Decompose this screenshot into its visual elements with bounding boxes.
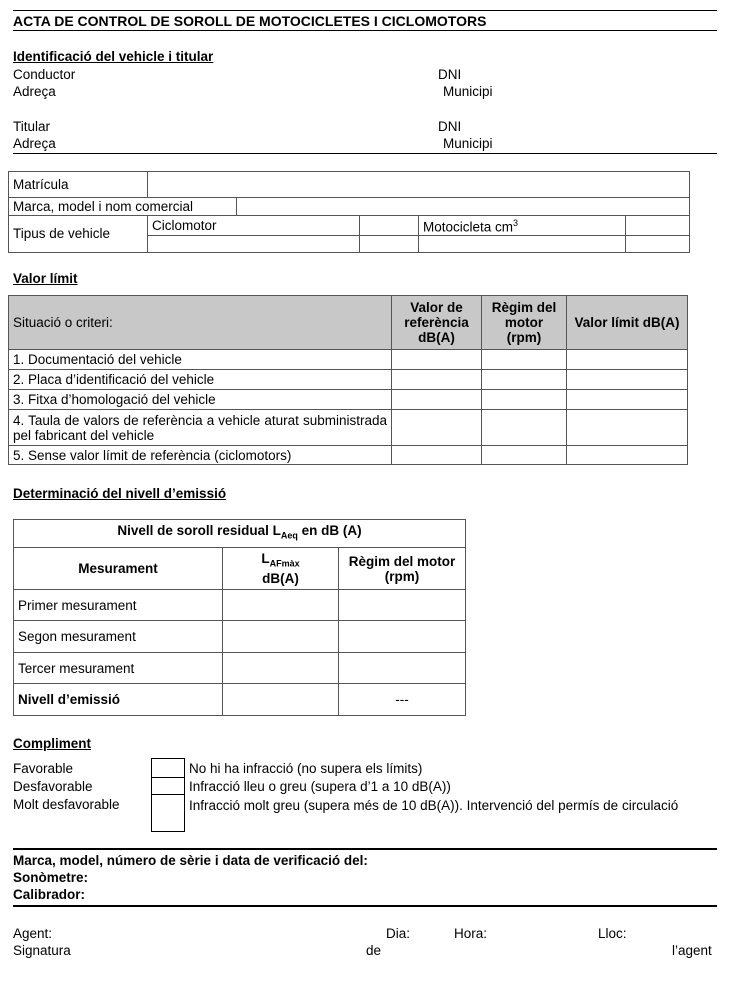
verificacio-top-rule	[13, 848, 717, 850]
criteri-row-2: 2. Placa d’identificació del vehicle	[9, 370, 392, 390]
emissio-table	[13, 519, 466, 716]
col-regim-motor: Règim del motor (rpm)	[482, 296, 567, 350]
sonometre-label: Sonòmetre:	[13, 870, 89, 885]
criteri-cell[interactable]	[392, 446, 482, 465]
titular-label: Titular	[13, 119, 51, 134]
criteri-cell[interactable]	[392, 350, 482, 370]
criteri-cell[interactable]	[392, 390, 482, 410]
title-top-rule	[13, 10, 717, 11]
identification-rule	[13, 153, 717, 154]
matricula-field[interactable]	[148, 172, 690, 198]
criteri-cell[interactable]	[482, 390, 567, 410]
valor-limit-heading: Valor límit	[13, 271, 78, 286]
signatura-label: Signatura	[13, 943, 71, 958]
conductor-label: Conductor	[13, 67, 76, 82]
marca-label: Marca, model i nom comercial	[9, 198, 237, 216]
col-regim-motor-2: Règim del motor (rpm)	[339, 548, 466, 590]
municipi-label-2: Municipi	[443, 136, 493, 151]
calibrador-label: Calibrador:	[13, 887, 86, 902]
vehicle-table	[8, 171, 690, 253]
mesurament-row-1: Primer mesurament	[14, 590, 223, 621]
motocicleta-check[interactable]	[626, 216, 690, 236]
criteri-row-5: 5. Sense valor límit de referència (ciclomotors)	[9, 446, 392, 465]
mesurament-cell[interactable]	[339, 653, 466, 684]
ciclomotor-check[interactable]	[360, 216, 419, 236]
criteri-row-1: 1. Documentació del vehicle	[9, 350, 392, 370]
criteri-cell[interactable]	[567, 390, 688, 410]
mesurament-cell[interactable]	[223, 653, 339, 684]
agent-label: Agent:	[13, 926, 53, 941]
title-bottom-rule	[13, 30, 717, 31]
mesurament-cell[interactable]	[223, 621, 339, 653]
mesurament-cell[interactable]	[339, 590, 466, 621]
compliment-heading: Compliment	[13, 736, 92, 751]
emissio-heading: Determinació del nivell d’emissió	[13, 486, 227, 501]
motocicleta-label: Motocicleta $cm^3$	[419, 216, 626, 236]
dia-label: Dia:	[386, 926, 411, 941]
nivell-emissio-label: Nivell d’emissió	[14, 684, 223, 716]
criteri-cell[interactable]	[392, 370, 482, 390]
criteri-cell[interactable]	[482, 410, 567, 446]
de-label: de	[366, 943, 382, 958]
col-mesurament: Mesurament	[14, 548, 223, 590]
criteri-cell[interactable]	[482, 370, 567, 390]
lagent-label: l’agent	[672, 943, 712, 958]
adreca-label-2: Adreça	[13, 136, 56, 151]
municipi-label-1: Municipi	[443, 84, 493, 99]
mesurament-cell[interactable]	[339, 621, 466, 653]
desfavorable-checkbox[interactable]	[151, 776, 185, 795]
col-valor-limit: Valor límit dB(A)	[567, 296, 688, 350]
identification-heading: Identificació del vehicle i titular	[13, 49, 214, 64]
nivell-emissio-cell[interactable]	[223, 684, 339, 716]
ciclomotor-field[interactable]	[148, 235, 360, 252]
verificacio-label: Marca, model, número de sèrie i data de verificació del:	[13, 853, 368, 868]
page-title: ACTA DE CONTROL DE SOROLL DE MOTOCICLETES I CICLOMOTORS	[13, 13, 487, 29]
criteri-row-4: 4. Taula de valors de referència a vehicle aturat subministrada pel fabricant del vehicle	[9, 410, 392, 446]
criteri-cell[interactable]	[567, 350, 688, 370]
desfavorable-label: Desfavorable	[13, 779, 93, 794]
mesurament-row-2: Segon mesurament	[14, 621, 223, 653]
dni-label-1: DNI	[438, 67, 462, 82]
col-lafmax: $L_{AFmàx}$ dB(A)	[223, 548, 339, 590]
emissio-table-title: Nivell de soroll residual $L_{Aeq}$ en dB (A)	[14, 520, 466, 548]
col-situacio: Situació o criteri:	[9, 296, 392, 350]
molt-desfavorable-checkbox[interactable]	[151, 794, 185, 832]
mesurament-row-3: Tercer mesurament	[14, 653, 223, 684]
option-infraccio-molt-greu: Infracció molt greu (supera més de 10 dB(A)). Intervenció del permís de circulació	[189, 798, 679, 813]
marca-field[interactable]	[237, 198, 690, 216]
option-infraccio-lleu: Infracció lleu o greu (supera d’1 a 10 dB(A))	[189, 779, 451, 794]
criteri-cell[interactable]	[567, 410, 688, 446]
motocicleta-field[interactable]	[419, 235, 626, 252]
col-valor-referencia: Valor de referència dB(A)	[392, 296, 482, 350]
nivell-emissio-dash: ---	[339, 684, 466, 716]
criteri-cell[interactable]	[567, 370, 688, 390]
molt-desfavorable-label: Molt desfavorable	[13, 797, 120, 812]
favorable-label: Favorable	[13, 761, 74, 776]
criteri-cell[interactable]	[392, 410, 482, 446]
criteri-cell[interactable]	[482, 350, 567, 370]
motocicleta-field-2[interactable]	[626, 235, 690, 252]
ciclomotor-field-2[interactable]	[360, 235, 419, 252]
verificacio-bottom-rule	[13, 905, 717, 907]
tipus-label: Tipus de vehicle	[9, 216, 148, 253]
criteri-cell[interactable]	[567, 446, 688, 465]
valor-limit-table	[8, 295, 688, 465]
dni-label-2: DNI	[438, 119, 462, 134]
option-no-infraccio: No hi ha infracció (no supera els límits)	[189, 761, 423, 776]
criteri-row-3: 3. Fitxa d’homologació del vehicle	[9, 390, 392, 410]
adreca-label-1: Adreça	[13, 84, 56, 99]
favorable-checkbox[interactable]	[151, 758, 185, 778]
lloc-label: Lloc:	[598, 926, 627, 941]
mesurament-cell[interactable]	[223, 590, 339, 621]
hora-label: Hora:	[454, 926, 488, 941]
matricula-label: Matrícula	[9, 172, 148, 198]
ciclomotor-label: Ciclomotor	[148, 216, 360, 236]
criteri-cell[interactable]	[482, 446, 567, 465]
